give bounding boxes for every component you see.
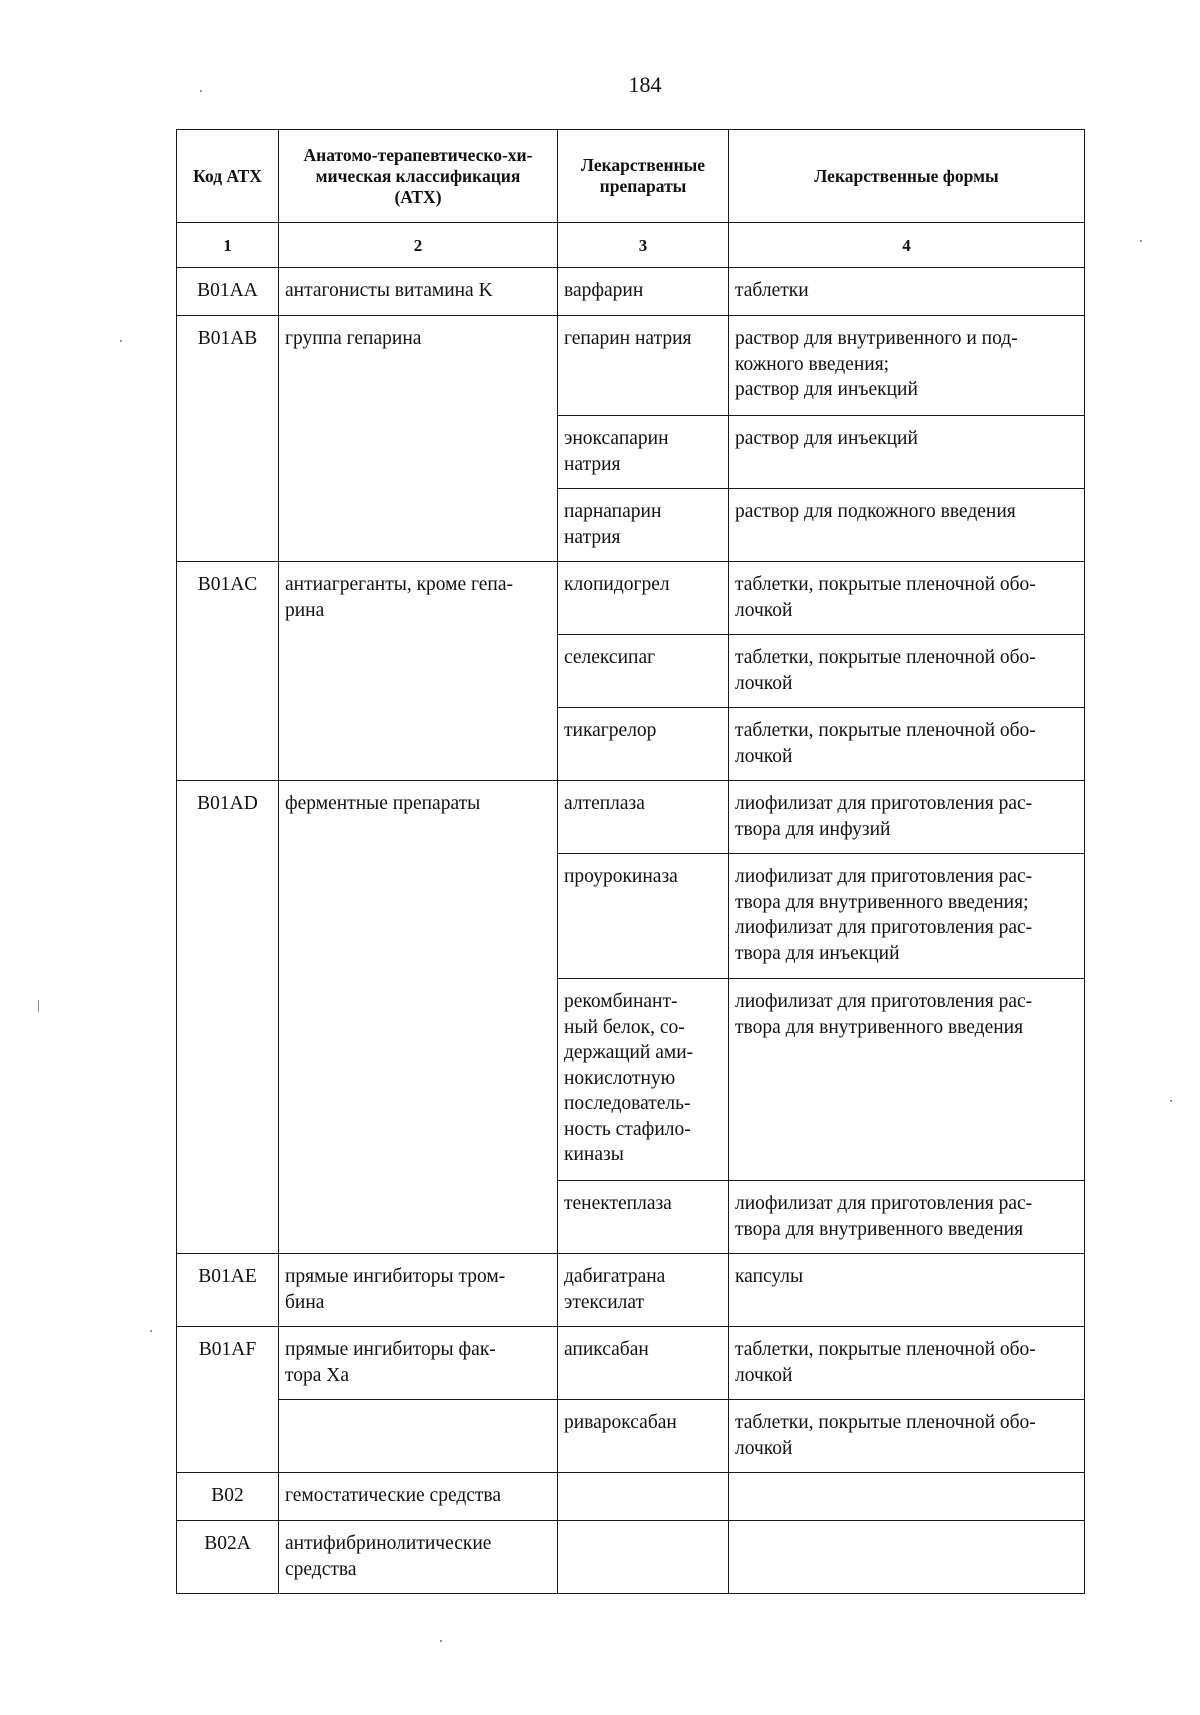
drug-name: ность стафило- xyxy=(564,1118,691,1140)
dosage-form-text: твора для внутривенного введения xyxy=(735,1016,1024,1038)
dosage-form-text: капсулы xyxy=(735,1266,804,1287)
table-row xyxy=(177,1521,1085,1594)
dosage-form-text: лочкой xyxy=(735,672,793,694)
table-row xyxy=(177,562,1085,635)
classification-text: антифибринолитические xyxy=(285,1533,492,1554)
atc-code-cell: B01AE xyxy=(177,1254,279,1327)
dosage-form-text: лочкой xyxy=(735,1364,793,1386)
header-forms: Лекарственные формы xyxy=(729,130,1085,223)
drug-cell xyxy=(558,1521,729,1594)
dosage-form-text: таблетки, покрытые пленочной обо- xyxy=(735,647,1036,668)
dosage-form-text: лиофилизат для приготовления рас- xyxy=(735,793,1033,814)
classification-cell xyxy=(279,1327,558,1400)
dosage-form-text: лиофилизат для приготовления рас- xyxy=(735,991,1033,1012)
column-number-row xyxy=(177,223,1085,268)
classification-text: ферментные препараты xyxy=(285,793,481,814)
dosage-form-text: раствор для внутривенного и под- xyxy=(735,328,1018,349)
classification-cell xyxy=(279,1254,558,1327)
dosage-form-cell xyxy=(729,1400,1085,1473)
dosage-form-text: твора для инфузий xyxy=(735,818,891,840)
drug-cell xyxy=(558,416,729,489)
dosage-form-text: таблетки, покрытые пленочной обо- xyxy=(735,1339,1036,1360)
classification-text: прямые ингибиторы тром- xyxy=(285,1266,506,1287)
classification-cell xyxy=(279,781,558,1254)
table-row xyxy=(177,268,1085,316)
dosage-form-cell xyxy=(729,489,1085,562)
table-row xyxy=(177,1400,1085,1473)
classification-text: прямые ингибиторы фак- xyxy=(285,1339,496,1360)
classification-text: антагонисты витамина K xyxy=(285,280,493,301)
header-code: Код АТХ xyxy=(177,130,279,223)
atc-code-cell: B01AB xyxy=(177,316,279,562)
drug-name: дабигатрана xyxy=(564,1266,666,1287)
drug-name: рекомбинант- xyxy=(564,991,678,1012)
classification-text: средства xyxy=(285,1558,357,1580)
column-number: 3 xyxy=(558,223,729,268)
dosage-form-text: лочкой xyxy=(735,745,793,767)
dosage-form-text: раствор для подкожного введения xyxy=(735,501,1016,522)
page-number: 184 xyxy=(628,72,662,97)
table-row xyxy=(177,1254,1085,1327)
drug-name: апиксабан xyxy=(564,1339,649,1360)
drug-cell xyxy=(558,854,729,979)
classification-text: антиагреганты, кроме гепа- xyxy=(285,574,514,595)
dosage-form-text: раствор для инъекций xyxy=(735,428,918,449)
drug-name: алтеплаза xyxy=(564,793,645,814)
drug-name: держащий ами- xyxy=(564,1042,694,1063)
drug-cell xyxy=(558,268,729,316)
classification-text: рина xyxy=(285,599,325,621)
drug-cell xyxy=(558,316,729,416)
dosage-form-text: таблетки, покрытые пленочной обо- xyxy=(735,574,1036,595)
drug-name: гепарин натрия xyxy=(564,328,692,349)
dosage-form-text: лиофилизат для приготовления рас- xyxy=(735,866,1033,887)
drug-cell xyxy=(558,979,729,1181)
drug-cell xyxy=(558,562,729,635)
atc-code-cell: B01AD xyxy=(177,781,279,1254)
drug-name: эноксапарин xyxy=(564,428,669,449)
dosage-form-text: лочкой xyxy=(735,599,793,621)
table-row xyxy=(177,316,1085,416)
scan-speck xyxy=(120,340,122,342)
atc-code-cell: B01AA xyxy=(177,268,279,316)
dosage-form-cell xyxy=(729,562,1085,635)
scan-speck xyxy=(440,1640,442,1642)
dosage-form-text: твора для внутривенного введения; xyxy=(735,891,1029,913)
dosage-form-cell xyxy=(729,1521,1085,1594)
atc-code-cell: B02 xyxy=(177,1473,279,1521)
scan-speck xyxy=(1140,240,1142,242)
classification-cell xyxy=(279,1400,558,1473)
column-number: 1 xyxy=(177,223,279,268)
table-row xyxy=(177,1473,1085,1521)
drug-cell xyxy=(558,635,729,708)
dosage-form-cell xyxy=(729,781,1085,854)
dosage-form-text: твора для внутривенного введения xyxy=(735,1218,1024,1240)
column-number: 2 xyxy=(279,223,558,268)
scan-speck xyxy=(200,90,202,92)
drug-name: ривароксабан xyxy=(564,1412,677,1433)
dosage-form-text: таблетки, покрытые пленочной обо- xyxy=(735,720,1036,741)
classification-cell xyxy=(279,1521,558,1594)
dosage-form-text: кожного введения; xyxy=(735,353,890,375)
dosage-form-text: таблетки, покрытые пленочной обо- xyxy=(735,1412,1036,1433)
drug-cell xyxy=(558,1181,729,1254)
classification-text: тора Xa xyxy=(285,1364,350,1386)
dosage-form-cell xyxy=(729,854,1085,979)
dosage-form-text: лиофилизат для приготовления рас- xyxy=(735,1193,1033,1214)
dosage-form-cell xyxy=(729,979,1085,1181)
classification-cell xyxy=(279,268,558,316)
dosage-form-cell xyxy=(729,1181,1085,1254)
atc-code-cell: B01AF xyxy=(177,1327,279,1473)
classification-cell xyxy=(279,316,558,562)
scan-speck xyxy=(38,1000,39,1012)
dosage-form-text: лочкой xyxy=(735,1437,793,1459)
dosage-form-text: раствор для инъекций xyxy=(735,379,918,400)
header-classification: Анатомо-терапевтическо-хи- мическая классификация (АТХ) xyxy=(279,130,558,223)
classification-cell xyxy=(279,562,558,781)
table-body xyxy=(177,268,1085,1594)
atc-code-cell: B01AC xyxy=(177,562,279,781)
atc-code-cell: B02A xyxy=(177,1521,279,1594)
drug-name: тенектеплаза xyxy=(564,1193,672,1214)
classification-text: гемостатические средства xyxy=(285,1485,502,1506)
scan-speck xyxy=(150,1330,152,1332)
drug-name: селексипаг xyxy=(564,647,656,668)
table-row xyxy=(177,781,1085,854)
dosage-form-cell xyxy=(729,1473,1085,1521)
drug-cell xyxy=(558,1473,729,1521)
drug-name: варфарин xyxy=(564,280,644,301)
dosage-form-cell xyxy=(729,635,1085,708)
drug-name: натрия xyxy=(564,526,621,548)
drug-cell xyxy=(558,708,729,781)
drug-cell xyxy=(558,1254,729,1327)
dosage-form-text: твора для инъекций xyxy=(735,942,900,964)
drug-name: нокислотную xyxy=(564,1067,676,1089)
table-row xyxy=(177,1327,1085,1400)
drug-name: натрия xyxy=(564,453,621,475)
dosage-form-cell xyxy=(729,1254,1085,1327)
drug-cell xyxy=(558,489,729,562)
classification-cell xyxy=(279,1473,558,1521)
scan-speck xyxy=(1170,1100,1172,1102)
header-drugs: Лекарственные препараты xyxy=(558,130,729,223)
drug-cell xyxy=(558,781,729,854)
drug-cell xyxy=(558,1400,729,1473)
dosage-form-cell xyxy=(729,268,1085,316)
classification-text: бина xyxy=(285,1291,325,1313)
dosage-form-cell xyxy=(729,1327,1085,1400)
drug-name: ный белок, со- xyxy=(564,1016,685,1038)
drug-name: парнапарин xyxy=(564,501,662,522)
drug-name: клопидогрел xyxy=(564,574,670,595)
drug-name: последователь- xyxy=(564,1093,691,1114)
dosage-form-cell xyxy=(729,708,1085,781)
drug-name: проурокиназа xyxy=(564,866,678,887)
column-number: 4 xyxy=(729,223,1085,268)
dosage-form-cell xyxy=(729,316,1085,416)
header-row xyxy=(177,130,1085,223)
atc-table xyxy=(176,129,1085,1594)
drug-name: киназы xyxy=(564,1144,624,1165)
drug-cell xyxy=(558,1327,729,1400)
classification-text: группа гепарина xyxy=(285,328,422,349)
drug-name: тикагрелор xyxy=(564,720,657,741)
dosage-form-text: таблетки xyxy=(735,280,809,301)
drug-name: этексилат xyxy=(564,1291,645,1313)
dosage-form-text: лиофилизат для приготовления рас- xyxy=(735,917,1033,938)
dosage-form-cell xyxy=(729,416,1085,489)
